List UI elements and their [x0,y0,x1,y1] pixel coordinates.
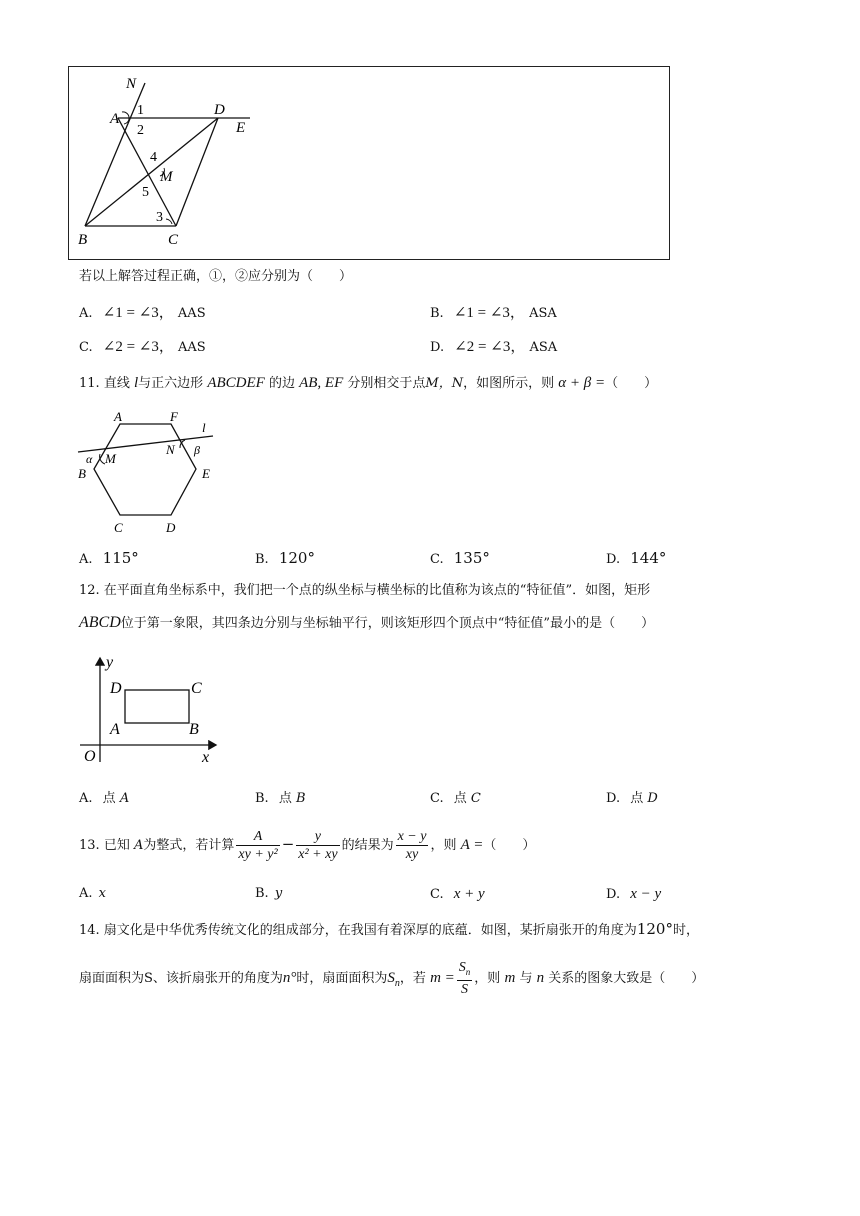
q14-line-1a: 14. 扇文化是中华优秀传统文化的组成部分，在我国有着深厚的底蕴．如图，某折扇张开的角度为 [79,923,637,938]
hex-label-A: A [114,409,122,424]
hex-label-C: C [114,520,123,535]
q11-text-e: ，如图所示，则 [463,376,555,391]
label-angle-1: 1 [137,103,144,118]
q11-stem [79,374,657,393]
option-math: ∠1 = ∠3， [102,305,174,321]
q14-line-2 [79,956,704,1006]
q13-text-e: （ ） [483,838,536,853]
option-math: ∠2 = ∠3， [102,339,174,355]
rect-label-C: C [191,680,202,697]
hex-label-F: F [170,409,178,424]
option-letter: C. [430,887,444,902]
q11-text-c: 的边 [268,376,295,391]
option-letter: A. [79,886,93,901]
option-text: 点 [453,791,467,806]
option-text: AAS [177,306,206,321]
q11-option-d[interactable] [606,549,666,567]
rect-label-A: A [110,721,120,738]
q13-option-d[interactable] [606,886,661,903]
q13-option-b[interactable] [255,886,282,901]
q10-option-b[interactable] [430,301,557,322]
option-point: A [119,791,130,806]
option-letter: B. [430,306,444,321]
q11-sides: AB, EF [299,375,344,391]
fraction-numerator: x − y [397,829,427,844]
option-letter: D. [606,887,621,902]
option-letter: D. [606,552,621,567]
q10-option-c[interactable] [79,335,206,356]
q11-hexagon: ABCDEF [207,375,265,391]
label-angle-4: 4 [150,150,157,165]
q11-text-f: （ ） [605,376,658,391]
q14-m: m [504,970,516,986]
q13-minus: − [281,835,295,853]
q12-option-d[interactable] [606,787,658,806]
q14-line-1b: 时， [672,923,699,938]
option-value: y [274,886,283,901]
q10-option-d[interactable] [430,335,557,356]
axis-label-x: x [202,749,210,766]
q13-expression: A = [460,837,484,853]
q12-option-b[interactable] [255,787,306,806]
label-angle-2: 2 [137,123,144,138]
q13-fraction-3 [396,828,429,863]
q13-fraction-1 [236,828,279,863]
q11-points: M，N [425,376,464,391]
option-letter: B. [255,552,269,567]
option-value: x [98,886,107,901]
option-letter: C. [430,791,444,806]
option-letter: A. [79,306,93,321]
hex-label-E: E [202,466,210,481]
hex-label-B: B [78,466,86,481]
label-C: C [168,232,179,248]
figure-10-diagram [68,66,268,258]
axis-label-O: O [84,748,96,765]
option-value: 120° [278,549,315,567]
fraction-denominator: xy + y² [238,847,278,862]
q14-n-degree: n° [282,970,297,986]
q12-line-1: 12. 在平面直角坐标系中，我们把一个点的纵坐标与横坐标的比值称为该点的“特征值”．如图，矩形 [79,583,651,598]
q11-number: 11. [79,376,100,391]
hex-label-beta: β [194,443,200,457]
figure-12-axes [76,650,226,770]
q11-line-l: l [133,375,139,391]
option-text: ASA [529,306,557,321]
option-math: ∠2 = ∠3， [454,339,526,355]
label-N: N [126,76,137,92]
label-E: E [236,120,246,136]
rect-label-D: D [110,680,122,697]
q12-line-2 [79,614,654,633]
q11-option-a[interactable] [79,549,139,567]
option-letter: C. [79,340,93,355]
q13-text-b: 为整式，若计算 [143,838,235,853]
label-D: D [214,102,225,118]
q14-line-2f: 关系的图象大致是（ ） [548,971,705,986]
q14-m-equals: m = [430,970,455,986]
q14-line-2a: 扇面面积为S、该折扇张开的角度为 [79,971,283,986]
fraction-numerator [457,959,473,982]
hex-label-M: M [105,451,116,466]
q14-line-2c: ，若 [399,971,426,986]
label-M: M [160,169,173,185]
option-letter: D. [606,791,621,806]
q12-option-a[interactable] [79,787,129,806]
option-value: x + y [453,886,485,902]
option-point: D [647,791,658,806]
option-letter: D. [430,340,445,355]
label-A: A [110,111,120,127]
option-letter: C. [430,552,444,567]
q11-option-c[interactable] [430,549,490,567]
option-math: ∠1 = ∠3， [453,305,525,321]
q12-option-c[interactable] [430,787,481,806]
rect-label-B: B [189,721,199,738]
hex-label-l: l [202,420,206,435]
q13-stem [79,822,535,868]
q13-text-d: ，则 [430,838,457,853]
q13-option-a[interactable] [79,886,106,901]
q10-option-a[interactable] [79,301,206,322]
q14-n: n [536,970,545,986]
q13-number: 13. [79,838,100,853]
option-text: 点 [102,791,116,806]
numerator-base: S [458,959,466,975]
option-letter: A. [79,552,93,567]
fraction-denominator: x² + xy [298,847,338,862]
option-text: ASA [529,340,558,355]
q14-line-2e: 与 [519,971,533,986]
q14-line-1 [79,920,699,940]
q14-line-2d: ，则 [474,971,501,986]
option-point: C [470,791,481,806]
label-angle-3: 3 [156,210,163,225]
Sn-base: S [387,970,395,986]
q14-Sn [387,970,400,989]
option-value: 144° [630,549,667,567]
hex-label-D: D [166,520,176,535]
q12-line-2-text: 位于第一象限，其四条边分别与坐标轴平行，则该矩形四个顶点中“特征值”最小的是（ ） [120,616,655,631]
hex-label-N: N [166,442,175,457]
q13-fraction-2 [296,828,339,863]
option-value: 115° [102,549,139,567]
q11-text-d: 分别相交于点 [347,376,426,391]
label-angle-5: 5 [142,185,149,200]
fraction-denominator: xy [405,847,419,862]
option-letter: B. [255,886,269,901]
fraction-denominator: S [461,982,469,998]
fraction-numerator: y [296,828,339,846]
q11-expression: α + β = [558,375,606,391]
option-value: 135° [453,549,490,567]
q14-angle: 120° [636,920,673,938]
q14-fraction [457,959,473,999]
q14-line-2b: 时，扇面面积为 [296,971,388,986]
option-text: AAS [178,340,206,355]
Sn-subscript: n [394,978,400,989]
figure-11-hexagon [74,406,224,538]
q13-text-a: 已知 [103,838,130,853]
option-text: 点 [278,791,292,806]
q11-option-b[interactable] [255,549,315,567]
numerator-subscript: n [465,966,471,977]
fraction-numerator: A [236,828,279,846]
option-letter: B. [255,791,269,806]
q10-prompt: 若以上解答过程正确，①，②应分别为（ ） [79,269,353,284]
option-value: x − y [630,886,662,902]
axis-label-y: y [106,654,114,671]
option-text: 点 [630,791,644,806]
label-B: B [78,232,88,248]
q12-rect: ABCD [79,614,121,631]
q13-A: A [133,838,144,853]
option-point: B [295,791,306,806]
hex-label-alpha: α [86,452,93,466]
option-letter: A. [79,791,93,806]
q11-text-b: 与正六边形 [138,376,204,391]
q13-option-c[interactable] [430,886,485,903]
q13-text-c: 的结果为 [341,838,394,853]
q11-text-a: 直线 [103,376,130,391]
